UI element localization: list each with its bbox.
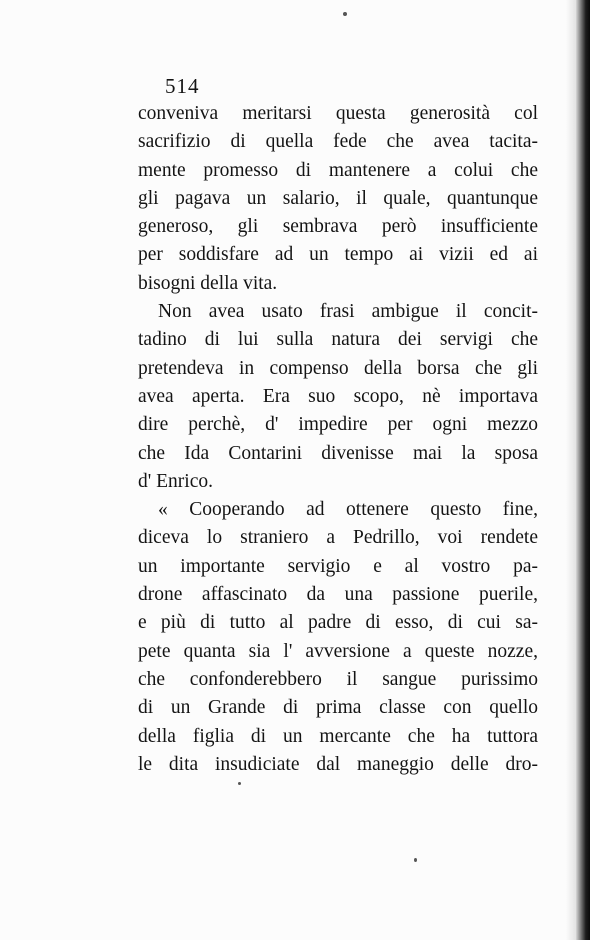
scan-speck bbox=[343, 12, 347, 16]
text-line: e più di tutto al padre di esso, di cui sa- bbox=[138, 612, 538, 634]
scan-speck bbox=[414, 858, 417, 862]
text-line: sacrifizio di quella fede che avea tacita- bbox=[138, 131, 538, 153]
text-line: gli pagava un salario, il quale, quantunque bbox=[138, 187, 538, 209]
text-line: un importante servigio e al vostro pa- bbox=[138, 555, 538, 577]
text-line: diceva lo straniero a Pedrillo, voi rendete bbox=[138, 527, 538, 549]
text-line: avea aperta. Era suo scopo, nè importava bbox=[138, 385, 538, 407]
text-line: tadino di lui sulla natura dei servigi che bbox=[138, 329, 538, 351]
book-binding-edge bbox=[576, 0, 590, 940]
text-line: conveniva meritarsi questa generosità col bbox=[138, 103, 538, 124]
text-line: « Cooperando ad ottenere questo fine, bbox=[158, 499, 538, 521]
text-line: generoso, gli sembrava però insufficiente bbox=[138, 216, 538, 238]
page-number: 514 bbox=[165, 74, 200, 98]
text-line: che Ida Contarini divenisse mai la sposa bbox=[138, 442, 538, 464]
text-line: per soddisfare ad un tempo ai vizii ed ai bbox=[138, 244, 538, 266]
text-line: bisogni della vita. bbox=[138, 272, 278, 294]
text-line: mente promesso di mantenere a colui che bbox=[138, 159, 538, 181]
text-line: drone affascinato da una passione puerile, bbox=[138, 584, 538, 606]
text-line: che confonderebbero il sangue purissimo bbox=[138, 668, 538, 690]
text-line: le dita insudiciate dal maneggio delle dro- bbox=[138, 753, 538, 775]
text-line: d' Enrico. bbox=[138, 470, 213, 492]
text-line: dire perchè, d' impedire per ogni mezzo bbox=[138, 414, 538, 436]
page-text-block bbox=[138, 100, 538, 779]
text-line: pete quanta sia l' avversione a queste nozze, bbox=[138, 640, 538, 662]
text-line: Non avea usato frasi ambigue il concit- bbox=[158, 301, 538, 323]
scan-speck bbox=[238, 782, 241, 785]
text-line: della figlia di un mercante che ha tuttora bbox=[138, 725, 538, 747]
binding-shadow bbox=[566, 0, 576, 940]
text-line: pretendeva in compenso della borsa che gli bbox=[138, 357, 538, 379]
text-line: di un Grande di prima classe con quello bbox=[138, 697, 538, 719]
